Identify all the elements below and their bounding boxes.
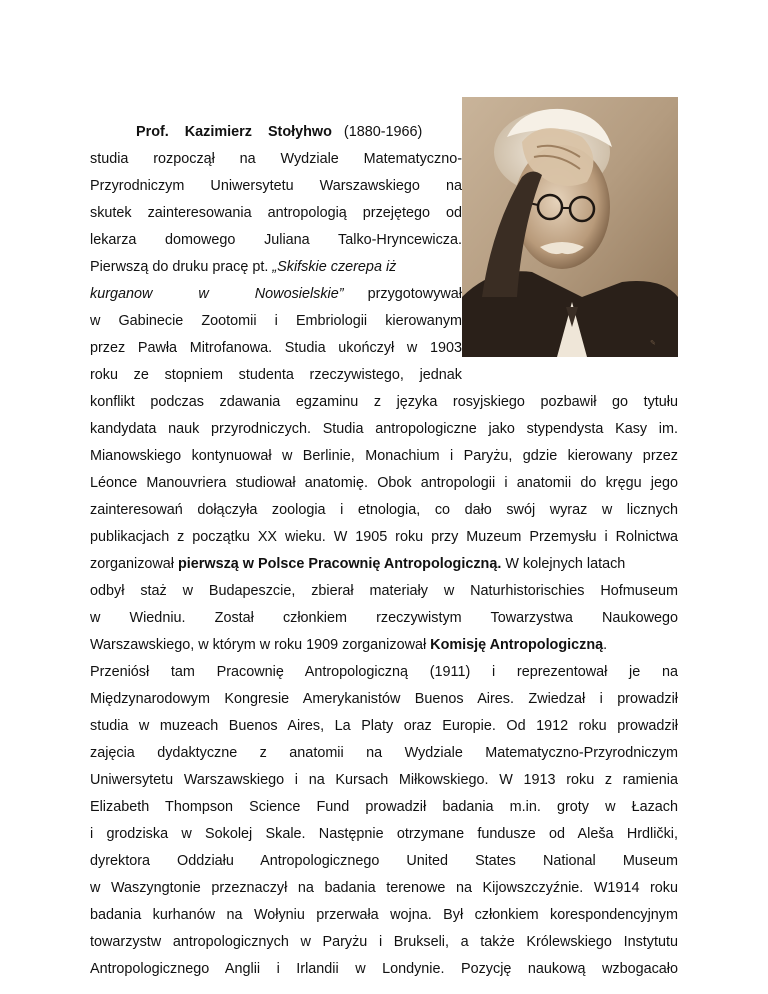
text-line-13: Mianowskiego kontynuował w Berlinie, Monachium i Paryżu, gdzie kierowany przez [90,448,678,464]
text-segment: . [603,637,608,653]
text-line-3: Przyrodniczym Uniwersytetu Warszawskiego na [90,178,462,194]
text-line-26: Elizabeth Thompson Science Fund prowadził badania m.in. groty w Łazach [90,799,678,815]
bold-phrase: Komisję Antropologiczną [430,637,604,653]
text-line-25: Uniwersytetu Warszawskiego i na Kursach Miłkowskiego. W 1913 roku z ramienia [90,772,678,788]
text-line-8: w Gabinecie Zootomii i Embriologii kierowanym [90,313,462,329]
text-line-32: Antropologicznego Anglii i Irlandii w Londynie. Pozycję naukową wzbogacało [90,961,678,977]
text-line-21: Przeniósł tam Pracownię Antropologiczną (1911) i reprezentował je na [90,664,678,680]
author-name: Prof. Kazimierz Stołyhwo [136,124,332,140]
text-line-9: przez Pawła Mitrofanowa. Studia ukończył w 1903 [90,340,462,356]
text-line-6 [90,254,462,281]
text-line-17 [90,551,678,578]
text-line-20 [90,632,678,659]
text-line-19: w Wiedniu. Został członkiem rzeczywistym Towarzystwa Naukowego [90,610,678,626]
text-line-30: badania kurhanów na Wołyniu przerwała wojna. Był członkiem korespondencyjnym [90,907,678,923]
text-line-24: zajęcia dydaktyczne z anatomii na Wydziale Matematyczno-Przyrodniczym [90,745,678,761]
publication-title-text: kurganow w Nowosielskie” [90,286,344,302]
text-line-28: dyrektora Oddziału Antropologicznego United States National Museum [90,853,678,869]
publication-title-part-2 [90,281,344,308]
portrait-photo [462,97,678,357]
text-segment: Pierwszą do druku pracę pt. [90,259,273,275]
text-line-18: odbył staż w Budapeszcie, zbierał materiały w Naturhistorischies Hofmuseum [90,583,678,599]
text-line-4: skutek zainteresowania antropologią przejętego od [90,205,462,221]
text-line-12: kandydata nauk przyrodniczych. Studia antropologiczne jako stypendysta Kasy im. [90,421,678,437]
text-line-11: konflikt podczas zdawania egzaminu z języka rosyjskiego pozbawił go tytułu [90,394,678,410]
text-segment: zorganizował [90,556,178,572]
text-line-16: publikacjach z początku XX wieku. W 1905 roku przy Muzeum Przemysłu i Rolnictwa [90,529,678,545]
text-segment: W kolejnych latach [501,556,626,572]
text-line-22: Międzynarodowym Kongresie Amerykanistów Buenos Aires. Zwiedzał i prowadził [90,691,678,707]
text-line-29: w Waszyngtonie przeznaczył na badania terenowe na Kijowszczyźnie. W1914 roku [90,880,678,896]
text-segment: Warszawskiego, w którym w roku 1909 zorganizował [90,637,431,653]
publication-title-part-1: „Skifskie czerepa iż [272,259,397,275]
text-line-1 [136,119,462,146]
text-line-15: zainteresowań dołączyła zoologia i etnologia, co dało swój wyraz w licznych [90,502,678,518]
text-line-14: Léonce Manouvriera studiował anatomię. Obok antropologii i anatomii do kręgu jego [90,475,678,491]
text-segment: przygotowywał [367,286,462,302]
text-line-23: studia w muzeach Buenos Aires, La Platy oraz Europie. Od 1912 roku prowadził [90,718,678,734]
author-dates: (1880-1966) [343,124,423,140]
text-line-31: towarzystw antropologicznych w Paryżu i Brukseli, a także Królewskiego Instytutu [90,934,678,950]
text-line-2: studia rozpoczął na Wydziale Matematyczno- [90,151,462,167]
bold-phrase: pierwszą w Polsce Pracownię Antropologiczną. [178,556,502,572]
text-line-5: lekarza domowego Juliana Talko-Hryncewicza. [90,232,462,248]
text-line-10: roku ze stopniem studenta rzeczywistego, jednak [90,367,462,383]
text-line-27: i grodziska w Sokolej Skale. Następnie otrzymane fundusze od Aleša Hrdlički, [90,826,678,842]
text-line-7 [90,281,462,308]
svg-text:✎: ✎ [650,339,656,347]
